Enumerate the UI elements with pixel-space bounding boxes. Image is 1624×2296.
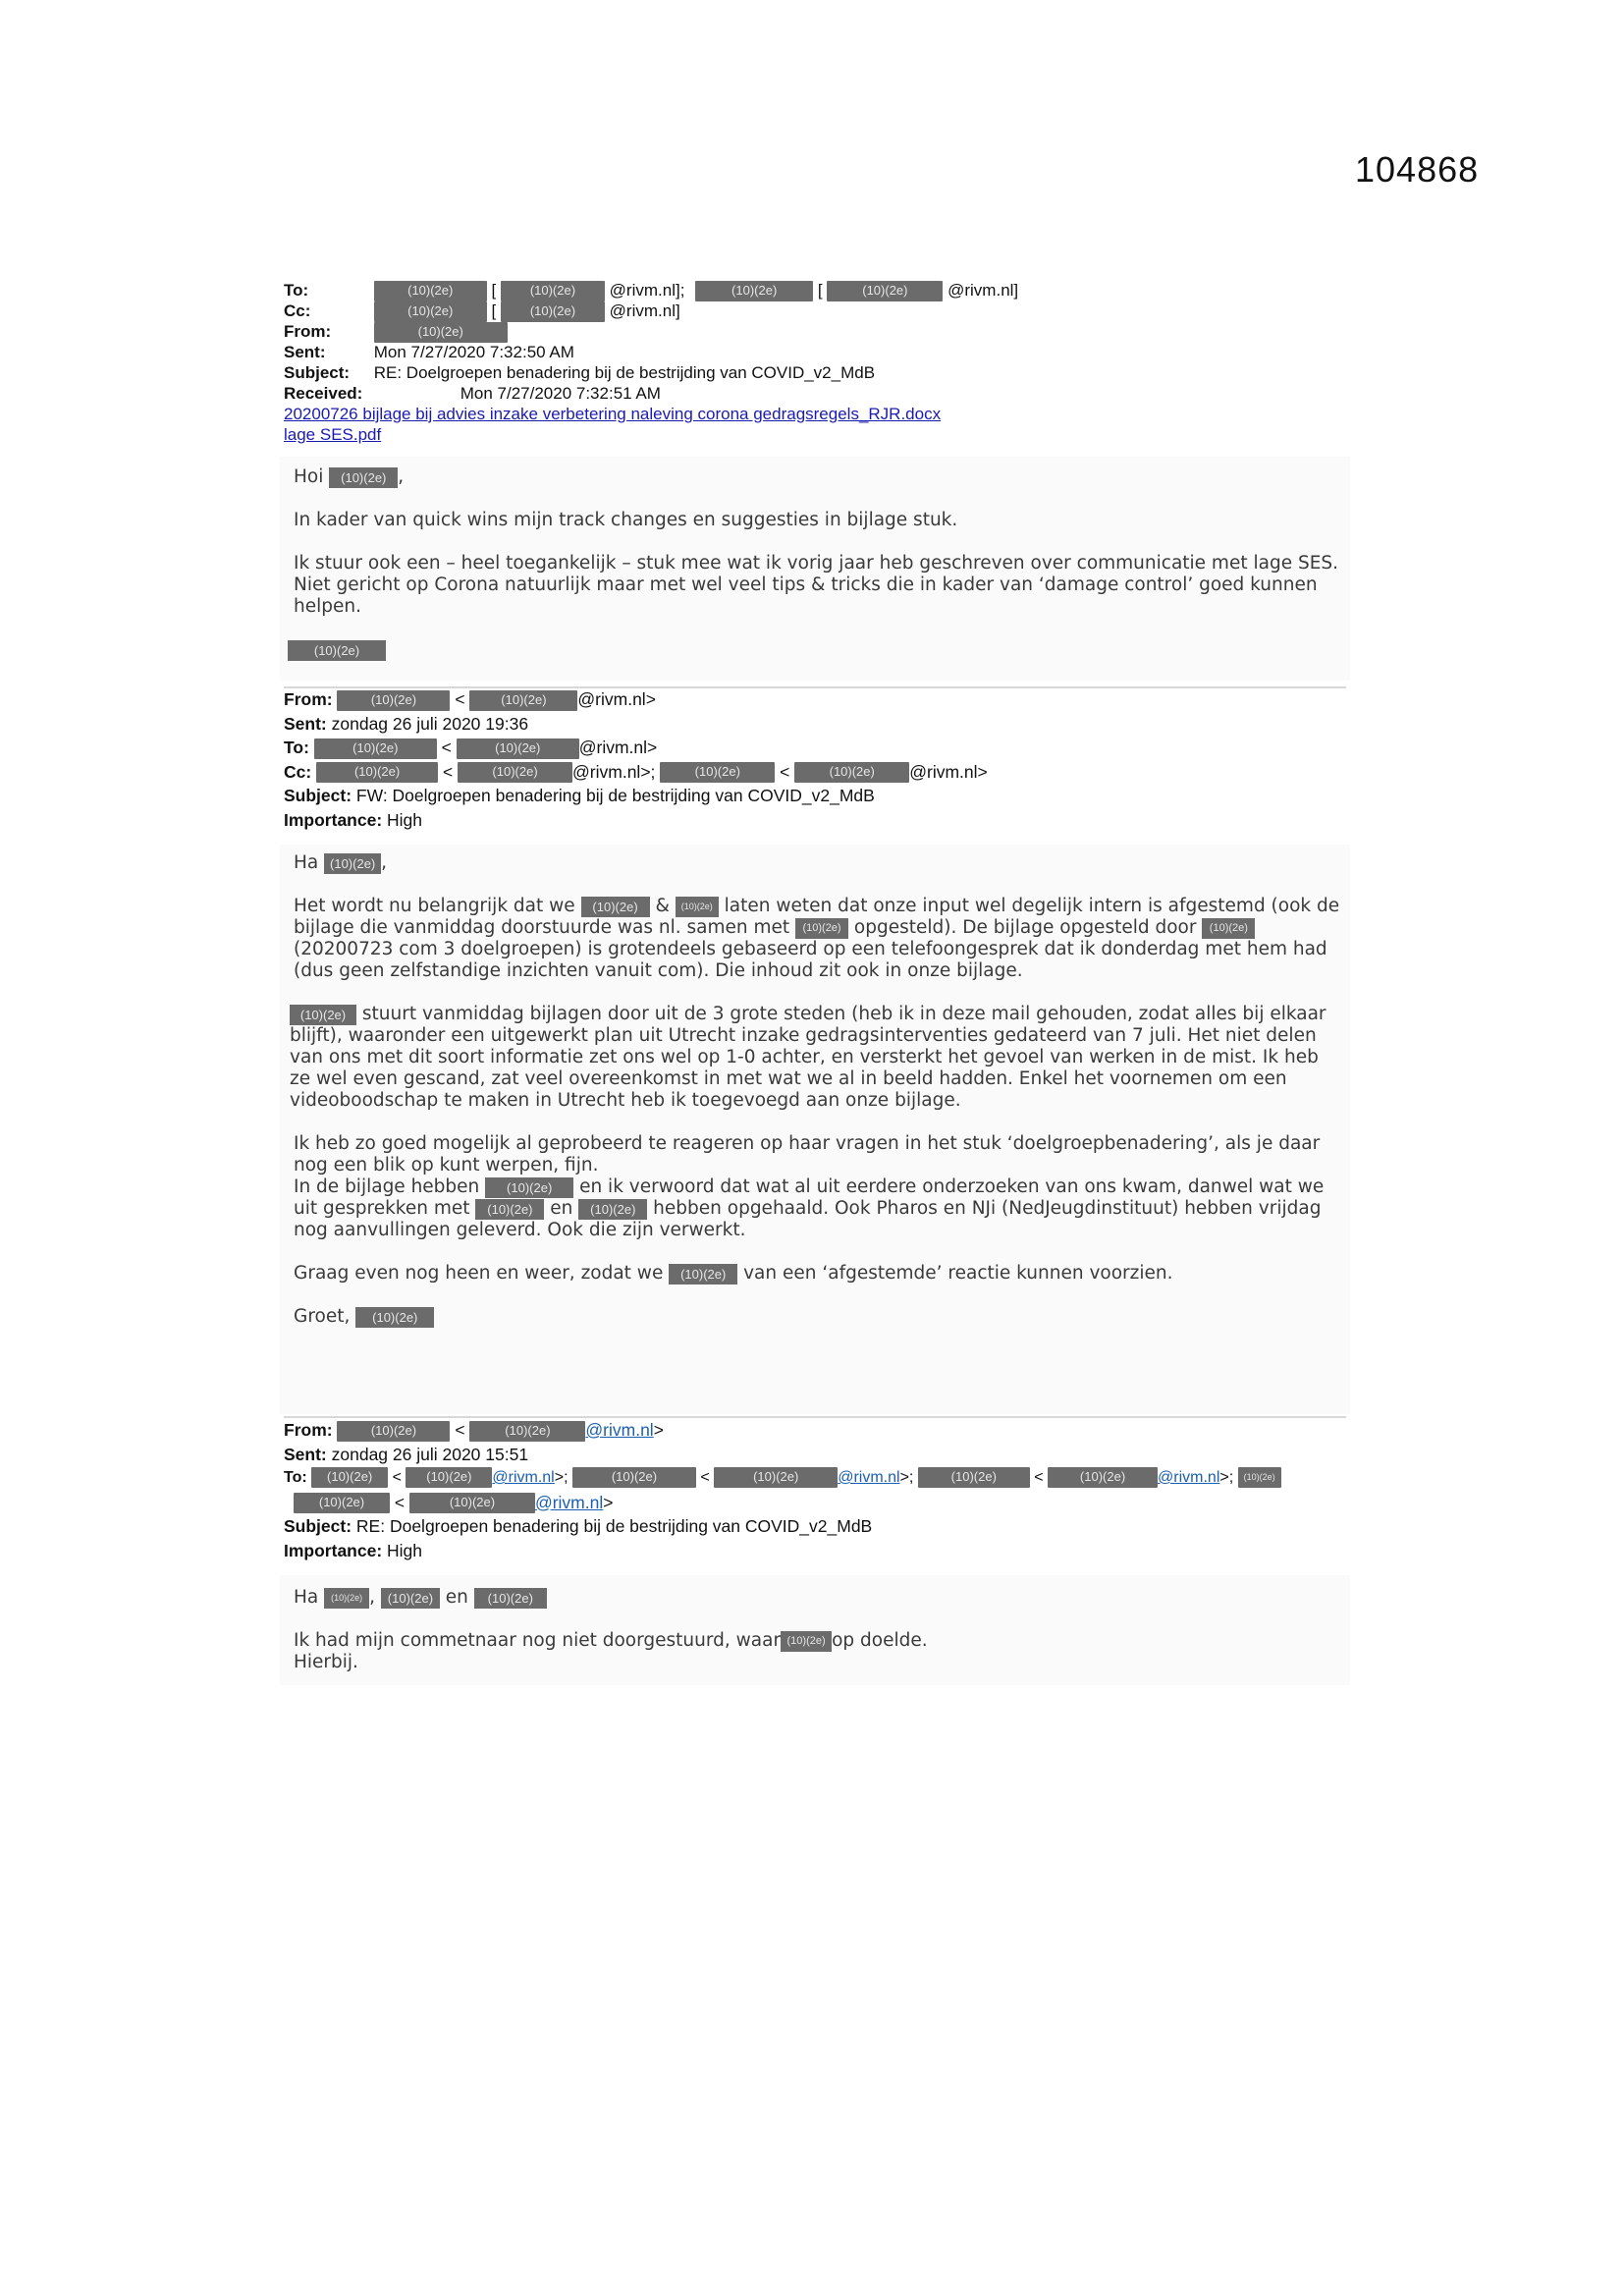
from-label: From: bbox=[284, 1420, 333, 1440]
redaction: (10)(2e) bbox=[381, 1588, 440, 1609]
redaction: (10)(2e) bbox=[457, 738, 579, 759]
sent-value: zondag 26 juli 2020 15:51 bbox=[331, 1444, 529, 1464]
subject-value: RE: Doelgroepen benadering bij de bestrijding van COVID_v2_MdB bbox=[355, 1516, 873, 1536]
paragraph bbox=[280, 1630, 1350, 1652]
redaction: (10)(2e) bbox=[714, 1467, 838, 1488]
text: en bbox=[445, 1587, 468, 1608]
text: (20200723 com 3 doelgroepen) is grotendeels gebaseerd op een telefoongesprek dat ik donderdag met hem had (dus geen zelfstandige inzichten vanuit com). Die inhoud zit ook in onze bijlage. bbox=[294, 939, 1327, 981]
message-2-body bbox=[280, 845, 1350, 1414]
redaction: (10)(2e) bbox=[409, 1493, 535, 1513]
to-row: To: (10)(2e) < (10)(2e) @rivm.nl> bbox=[284, 738, 658, 757]
redaction: (10)(2e) bbox=[337, 690, 450, 711]
email-link[interactable]: @rivm.nl bbox=[534, 1492, 604, 1512]
redaction: (10)(2e) bbox=[311, 1467, 388, 1488]
paragraph bbox=[280, 1004, 1350, 1112]
text: Ha bbox=[294, 1587, 319, 1608]
text: stuurt vanmiddag bijlagen door uit de 3 grote steden (heb ik in deze mail gehouden, zodat alles bij elkaar blijft), waaronder een uitgewerkt plan uit Utrecht inzake gedragsinterventies gedateerd van 7 juli. Het niet delen van ons met dit soort informatie zet ons wel op 1-0 achter, en versterkt het gevoel van werken in de mist. Ik heb ze wel even gescand, zat veel overeenkomst in met wat we al in beeld hadden. Enkel het voornemen om een videoboodschap te maken in Utrecht heb ik toegevoegd aan onze bijlage. bbox=[290, 1004, 1326, 1111]
subject-row bbox=[284, 1514, 1281, 1539]
to-row-continued: (10)(2e) < (10)(2e) @rivm.nl> bbox=[284, 1491, 1281, 1515]
text: opgesteld). De bijlage opgesteld door bbox=[853, 917, 1197, 938]
from-row: From: (10)(2e) < (10)(2e) @rivm.nl> bbox=[284, 1420, 664, 1440]
importance-value: High bbox=[387, 809, 423, 830]
text: Ik had mijn commetnaar nog niet doorgestuurd, waar bbox=[294, 1630, 782, 1651]
to-row bbox=[284, 280, 1018, 301]
text: Het wordt nu belangrijk dat we bbox=[294, 896, 575, 916]
redaction: (10)(2e) bbox=[288, 640, 386, 661]
text: Groet, bbox=[294, 1306, 351, 1327]
greeting-text: Ha bbox=[294, 852, 319, 873]
text: Graag even nog heen en weer, zodat we bbox=[294, 1263, 664, 1284]
message-1-body bbox=[280, 457, 1350, 681]
sent-label: Sent: bbox=[284, 713, 327, 734]
email-suffix: @rivm.nl] bbox=[947, 281, 1019, 300]
redaction: (10)(2e) bbox=[337, 1421, 450, 1442]
cc-row: Cc: (10)(2e) < (10)(2e) @rivm.nl>; (10)(2e) < (10)(2e) @rivm.nl> bbox=[284, 761, 988, 782]
importance-label: Importance: bbox=[284, 1540, 383, 1560]
redaction: (10)(2e) bbox=[374, 322, 508, 343]
redaction: (10)(2e) bbox=[581, 897, 650, 917]
subject-row bbox=[284, 362, 1018, 383]
subject-label: Subject: bbox=[284, 786, 352, 805]
sent-row bbox=[284, 1443, 1281, 1467]
attachment-link[interactable]: 20200726 bijlage bij advies inzake verbetering naleving corona gedragsregels_RJR.docx bbox=[284, 405, 942, 423]
paragraph: In kader van quick wins mijn track changes en suggesties in bijlage stuk. bbox=[294, 510, 958, 530]
cc-row bbox=[284, 301, 1018, 321]
redaction: (10)(2e) bbox=[669, 1264, 737, 1285]
redaction: (10)(2e) bbox=[501, 281, 605, 301]
sent-label: Sent: bbox=[284, 343, 326, 361]
cc-label: Cc: bbox=[284, 761, 312, 782]
attachment-row bbox=[284, 424, 1018, 445]
importance-label: Importance: bbox=[284, 809, 383, 830]
email-link[interactable]: @rivm.nl bbox=[492, 1469, 555, 1486]
message-2-header bbox=[284, 687, 988, 832]
from-row bbox=[284, 321, 1018, 342]
importance-row bbox=[284, 1539, 1281, 1563]
redaction: (10)(2e) bbox=[676, 897, 719, 917]
subject-label: Subject: bbox=[284, 1516, 352, 1536]
email-suffix: @rivm.nl> bbox=[909, 761, 988, 782]
email-link[interactable]: @rivm.nl bbox=[1158, 1469, 1220, 1486]
attachment-row bbox=[284, 404, 1018, 424]
paragraph: Ik heb zo goed mogelijk al geprobeerd te reageren op haar vragen in het stuk ‘doelgroepbenadering’, als je daar nog een blik op kunt werpen, fijn. bbox=[294, 1133, 1321, 1175]
text: en bbox=[550, 1198, 573, 1219]
bracket: [ bbox=[491, 281, 497, 300]
text: laten weten dat onze input wel degelijk intern is afgestemd (ook de bijlage die vanmiddag doorstuurde was nl. samen met bbox=[294, 896, 1340, 938]
text: In de bijlage hebben bbox=[294, 1176, 480, 1197]
email-link[interactable]: @rivm.nl bbox=[585, 1420, 654, 1440]
redaction: (10)(2e) bbox=[458, 762, 572, 783]
redaction: (10)(2e) bbox=[324, 1588, 369, 1609]
subject-row bbox=[284, 784, 988, 808]
redaction: (10)(2e) bbox=[578, 1199, 647, 1220]
redaction: (10)(2e) bbox=[1048, 1467, 1158, 1488]
bracket: [ bbox=[817, 281, 823, 300]
redaction: (10)(2e) bbox=[474, 1588, 547, 1609]
message-1-header bbox=[284, 280, 1018, 445]
greeting: Ha (10)(2e) , (10)(2e) en (10)(2e) bbox=[280, 1587, 1350, 1609]
redaction: (10)(2e) bbox=[572, 1467, 696, 1488]
redaction: (10)(2e) bbox=[1202, 918, 1255, 939]
message-3-body bbox=[280, 1575, 1350, 1685]
received-label: Received: bbox=[284, 384, 363, 403]
from-row: From: (10)(2e) < (10)(2e) @rivm.nl> bbox=[284, 689, 656, 709]
redaction: (10)(2e) bbox=[795, 918, 848, 939]
bracket: [ bbox=[491, 301, 497, 320]
email-link[interactable]: @rivm.nl bbox=[838, 1469, 900, 1486]
cc-label: Cc: bbox=[284, 301, 311, 320]
redaction: (10)(2e) bbox=[290, 1005, 356, 1025]
redaction: (10)(2e) bbox=[794, 762, 909, 783]
email-suffix: @rivm.nl> bbox=[577, 689, 656, 709]
sent-value: zondag 26 juli 2020 19:36 bbox=[331, 713, 529, 734]
redaction: (10)(2e) bbox=[781, 1631, 832, 1652]
signature bbox=[280, 639, 1350, 661]
subject-label: Subject: bbox=[284, 363, 351, 382]
text: & bbox=[655, 896, 670, 916]
greeting: Ha (10)(2e) , bbox=[294, 852, 388, 873]
redaction: (10)(2e) bbox=[469, 690, 577, 711]
redaction: (10)(2e) bbox=[1238, 1467, 1281, 1488]
paragraph: Hierbij. bbox=[294, 1652, 358, 1672]
to-label: To: bbox=[284, 738, 309, 757]
text: op doelde. bbox=[832, 1630, 928, 1651]
closing bbox=[280, 1306, 1350, 1328]
greeting: Hoi (10)(2e) , bbox=[294, 466, 405, 487]
received-row bbox=[284, 383, 1018, 404]
from-label: From: bbox=[284, 689, 333, 709]
paragraph: Ik stuur ook een – heel toegankelijk – stuk mee wat ik vorig jaar heb geschreven over communicatie met lage SES. Niet gericht op Corona natuurlijk maar met wel veel tips & tricks die in kader van ‘damage control’ goed kunnen helpen. bbox=[294, 553, 1339, 617]
text: hebben opgehaald. Ook Pharos en NJi (NedJeugdinstituut) hebben vrijdag nog aanvullingen geleverd. Ook die zijn verwerkt. bbox=[294, 1198, 1322, 1240]
sent-value: Mon 7/27/2020 7:32:50 AM bbox=[373, 343, 574, 361]
redaction: (10)(2e) bbox=[918, 1467, 1030, 1488]
paragraph bbox=[280, 896, 1350, 982]
to-label: To: bbox=[284, 1469, 307, 1486]
redaction: (10)(2e) bbox=[695, 281, 813, 301]
redaction: (10)(2e) bbox=[501, 301, 605, 322]
text: van een ‘afgestemde’ reactie kunnen voorzien. bbox=[743, 1263, 1173, 1284]
email-suffix: @rivm.nl>; bbox=[572, 761, 656, 782]
sent-row bbox=[284, 342, 1018, 362]
redaction: (10)(2e) bbox=[314, 738, 437, 759]
redaction: (10)(2e) bbox=[294, 1493, 390, 1513]
to-label: To: bbox=[284, 281, 309, 300]
redaction: (10)(2e) bbox=[660, 762, 775, 783]
redaction: (10)(2e) bbox=[355, 1307, 434, 1328]
redaction: (10)(2e) bbox=[469, 1421, 585, 1442]
subject-value: RE: Doelgroepen benadering bij de bestrijding van COVID_v2_MdB bbox=[373, 363, 876, 382]
email-suffix: @rivm.nl] bbox=[609, 301, 680, 320]
redaction: (10)(2e) bbox=[475, 1199, 544, 1220]
paragraph bbox=[280, 1263, 1350, 1285]
greeting-text: Hoi bbox=[294, 466, 324, 487]
subject-value: FW: Doelgroepen benadering bij de bestrijding van COVID_v2_MdB bbox=[355, 786, 875, 805]
redaction: (10)(2e) bbox=[406, 1467, 492, 1488]
email-suffix: @rivm.nl]; bbox=[609, 281, 685, 300]
to-row: To: (10)(2e) < (10)(2e) @rivm.nl>; (10)(2e) < (10)(2e) @rivm.nl>; (10)(2e) < (10)(2e) @rivm.nl>; (10)(2e) bbox=[284, 1466, 1281, 1491]
sent-row bbox=[284, 712, 988, 737]
importance-row bbox=[284, 808, 988, 833]
attachment-link[interactable]: lage SES.pdf bbox=[284, 425, 382, 444]
document-number: 104868 bbox=[1355, 149, 1480, 190]
message-3-header bbox=[284, 1418, 1281, 1562]
paragraph bbox=[280, 1176, 1350, 1241]
text: en ik verwoord dat wat al uit eerdere onderzoeken van ons kwam, danwel wat we uit gesprekken met bbox=[294, 1176, 1325, 1219]
redaction: (10)(2e) bbox=[485, 1177, 573, 1198]
redaction: (10)(2e) bbox=[374, 301, 487, 322]
importance-value: High bbox=[387, 1540, 423, 1560]
redaction: (10)(2e) bbox=[374, 281, 487, 301]
redaction: (10)(2e) bbox=[827, 281, 943, 301]
received-value: Mon 7/27/2020 7:32:51 AM bbox=[460, 384, 661, 403]
redaction: (10)(2e) bbox=[316, 762, 438, 783]
redaction: (10)(2e) bbox=[324, 853, 381, 874]
sent-label: Sent: bbox=[284, 1444, 327, 1464]
redaction: (10)(2e) bbox=[329, 467, 398, 488]
from-label: From: bbox=[284, 322, 332, 341]
email-suffix: @rivm.nl> bbox=[578, 738, 658, 757]
